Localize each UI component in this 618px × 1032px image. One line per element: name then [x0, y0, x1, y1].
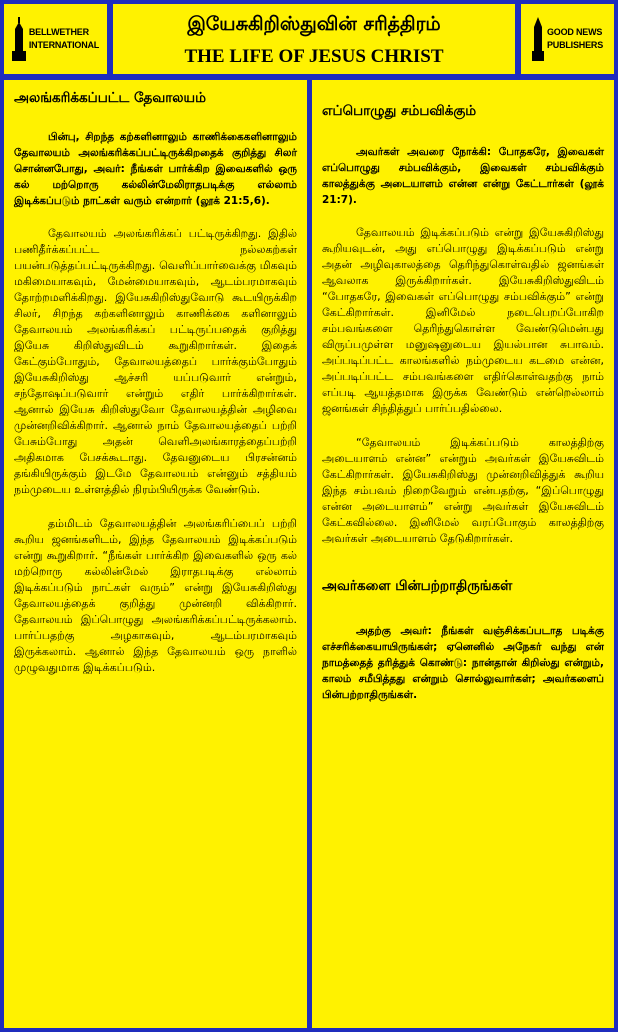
- page-header: [113, 4, 515, 74]
- right-column: [312, 80, 614, 1028]
- tower-icon: [532, 17, 544, 61]
- section-heading-do-not-follow: அவர்களை பின்பற்றாதிருங்கள்: [322, 578, 513, 594]
- section-heading-decorated-temple: அலங்கரிக்கப்பட்ட தேவாலயம்: [14, 90, 206, 106]
- left-logo-line1: BELLWETHER: [28, 27, 89, 37]
- scripture-quote: பின்பு, சிறந்த கற்களினாலும் காணிக்கைகளினாலும் தேவாலயம் அலங்கரிக்கப்பட்டிருக்கிறதைக் குறித்து சிலர் சொன்னபோது, அவர்: நீங்கள் பார்க்கிற இவைகளில் ஒரு கல் மற்றொரு கல்லின்மேலிராதபடிக்கு எல்லாம் இடிக்கப்படும் நாட்கள் வரும் என்றார் (லூக் 21:5,6).: [14, 131, 297, 207]
- title-english: THE LIFE OF JESUS CHRIST: [184, 46, 444, 67]
- left-logo: [4, 4, 107, 74]
- body-paragraph: தேவாலயம் அலங்கரிக்கப் பட்டிருக்கிறது. இதில் பணிதீர்க்கப்பட்ட நல்லகற்கள் பயன்படுத்தப்பட்டிருக்கிறது. வெளிப்பார்வைக்கு மிகவும் மகிமையாகவும், மேன்மையாகவும், ஆடம்பரமாகவும் தோற்றமளிக்கிறது. இயேசுகிறிஸ்துவோடு கூடயிருக்கிற சிலர், சிறந்த கற்களினாலும் காணிக்கை களினாலும் தேவாலயம் அலங்கரிக்கப் பட்டிருப்பதைக் குறித்து இயேசு கிறிஸ்துவிடம் கூறுகிறார்கள். இதைக் கேட்கும்போதும், தேவாலயத்தைப் பார்க்கும்போதும் இயேசுகிறிஸ்து ஆச்சரி யப்படுவார் என்றும், சந்தோஷப்படுவார் என்றும் எதிர் பார்க்கிறார்கள். ஆனால் இயேசு கிறிஸ்துவோ தேவாலயத்தின் அழிவை முன்னறிவிக்கிறார். ஆனால் நாம் தேவாலயத்தைப் பற்றி பேசும்போது அதன் வெளிஅலங்காரத்தைப்பற்றி அதிகமாக பேசக்கூடாது. தேவனுடைய பிரசன்னம் தங்கியிருக்கும் இடமே தேவாலயம் என்னும் சத்தியம் நம்முடைய உள்ளத்தில் நிரம்பியிருக்க வேண்டும்.: [14, 227, 297, 496]
- section-heading-when: எப்பொழுது சம்பவிக்கும்: [322, 103, 477, 119]
- body-paragraph: தம்மிடம் தேவாலயத்தின் அலங்கரிப்பைப் பற்றி கூறிய ஜனங்களிடம், இந்த தேவாலயம் இடிக்கப்படும் என்று கூறுகிறார். “நீங்கள் பார்க்கிற இவைகளில் ஒரு கல் மற்றொரு கல்லின்மேல் இராதபடிக்கு எல்லாம் இடிக்கப்படும் நாட்கள் வரும்” என்று இயேசுகிறிஸ்து தேவாலயத்தைக் குறித்து முன்னறி விக்கிறார். தேவாலயம் இப்பொழுது அலங்கரிக்கப்பட்டிருக்கலாம். பார்ப்பதற்கு அழகாகவும், ஆடம்பரமாகவும் இருக்கலாம். ஆனால் இந்த தேவாலயம் ஒரு நாளில் முழுவதுமாக இடிக்கப்படும்.: [14, 517, 297, 674]
- right-logo-line1: GOOD NEWS: [546, 27, 603, 37]
- body-paragraph: “தேவாலயம் இடிக்கப்படும் காலத்திற்கு அடையாளம் என்ன” என்றும் அவர்கள் இயேசுவிடம் கேட்கிறார்கள். இயேசுகிறிஸ்து முன்னறிவித்துக் கூறிய இந்த சம்பவம் நிறைவேறும் என்பதற்கு, “இப்பொழுது என்ன அடையாளம்” என்று அவர்கள் இயேசுவிடம் கேட்கவில்லை. இனிமேல் வரப்போகும் காலத்திற்கு அவர்கள் அடையாளம் தேடுகிறார்கள்.: [322, 436, 604, 545]
- scripture-quote: அவர்கள் அவரை நோக்கி: போதகரே, இவைகள் எப்பொழுது சம்பவிக்கும், இவைகள் சம்பவிக்கும் காலத்துக்கு அடையாளம் என்ன என்று கேட்டார்கள் (லூக் 21:7).: [322, 146, 604, 206]
- left-logo-line2: INTERNATIONAL: [28, 40, 100, 50]
- right-logo: [521, 4, 614, 74]
- scripture-quote: அதற்கு அவர்: நீங்கள் வஞ்சிக்கப்படாத படிக்கு எச்சரிக்கையாயிருங்கள்; ஏனெனில் அநேகர் வந்து என் நாமத்தைத் தரித்துக் கொண்டு: நான்தான் கிறிஸ்து என்றும், காலம் சமீபித்தது என்றும் சொல்லுவார்கள்; அவர்களைப் பின்பற்றாதிருங்கள்.: [322, 625, 604, 701]
- title-tamil: இயேசுகிறிஸ்துவின் சரித்திரம்: [187, 13, 441, 35]
- left-column: [4, 80, 307, 1028]
- body-paragraph: தேவாலயம் இடிக்கப்படும் என்று இயேசுகிறிஸ்து கூறியவுடன், அது எப்பொழுது இடிக்கப்படும் என்று அதன் அழிவுகாலத்தை தெரிந்துகொள்வதில் ஜனங்கள் ஆவலாக இருக்கிறார்கள். இயேசுகிறிஸ்துவிடம் “போதகரே, இவைகள் எப்பொழுது சம்பவிக்கும்” என்று கேட்கிறார்கள். இனிமேல் நடைபெறப்போகிற சம்பவங்களை தெரிந்துகொள்ள வேண்டுமென்பது விருப்பமுள்ள மனுஷனுடைய இயல்பான சுபாவம். அப்படிப்பட்ட காலங்களில் நம்முடைய கடமை என்ன, அப்படிப்பட்ட சம்பவங்களை எதிர்கொள்வதற்கு நாம் எப்படி ஆயத்தமாக இருக்க வேண்டும் என்றெல்லாம் ஜனங்கள் சிந்தித்துப் பார்ப்பதில்லை.: [322, 226, 604, 415]
- bell-tower-icon: [12, 17, 26, 61]
- right-logo-line2: PUBLISHERS: [546, 40, 603, 50]
